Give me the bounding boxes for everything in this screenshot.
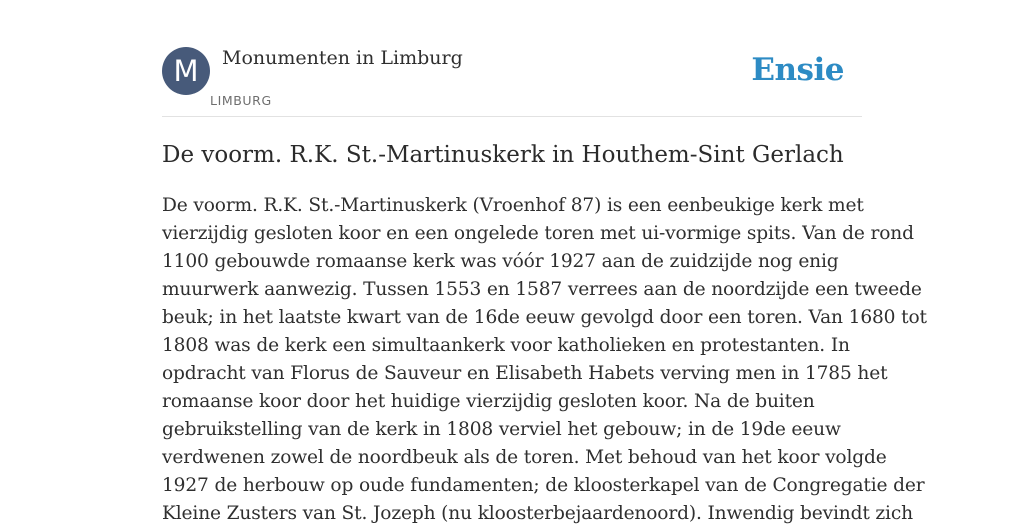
article-line: 1808 was de kerk een simultaankerk voor katholieken en protestanten. In: [162, 335, 850, 356]
article-line: verdwenen zowel de noordbeuk als de toren. Met behoud van het koor volgde: [162, 447, 887, 468]
source-header: [162, 46, 862, 117]
article-line: De voorm. R.K. St.-Martinuskerk (Vroenhof 87) is een eenbeukige kerk met: [162, 195, 864, 216]
article-line: beuk; in het laatste kwart van de 16de eeuw gevolgd door een toren. Van 1680 tot: [162, 307, 927, 328]
page-title: De voorm. R.K. St.-Martinuskerk in Houthem-Sint Gerlach: [162, 142, 844, 168]
article-body: [162, 192, 927, 528]
article-line: opdracht van Florus de Sauveur en Elisabeth Habets verving men in 1785 het: [162, 363, 888, 384]
article-line: 1100 gebouwde romaanse kerk was vóór 1927 aan de zuidzijde nog enig: [162, 251, 839, 272]
source-region: LIMBURG: [210, 93, 272, 108]
article-line: muurwerk aanwezig. Tussen 1553 en 1587 verrees aan de noordzijde een tweede: [162, 279, 922, 300]
article-line: 1927 de herbouw op oude fundamenten; de kloosterkapel van de Congregatie der: [162, 475, 925, 496]
article-line: vierzijdig gesloten koor en een ongelede toren met ui-vormige spits. Van de rond: [162, 223, 914, 244]
article-line: romaanse koor door het huidige vierzijdig gesloten koor. Na de buiten: [162, 391, 815, 412]
article-line: gebruikstelling van de kerk in 1808 verviel het gebouw; in de 19de eeuw: [162, 419, 841, 440]
brand-logo[interactable]: Ensie: [751, 52, 844, 88]
article-line: Kleine Zusters van St. Jozeph (nu kloosterbejaardenoord). Inwendig bevindt zich: [162, 503, 913, 524]
source-title[interactable]: Monumenten in Limburg: [222, 47, 463, 69]
avatar[interactable]: M: [162, 47, 210, 95]
